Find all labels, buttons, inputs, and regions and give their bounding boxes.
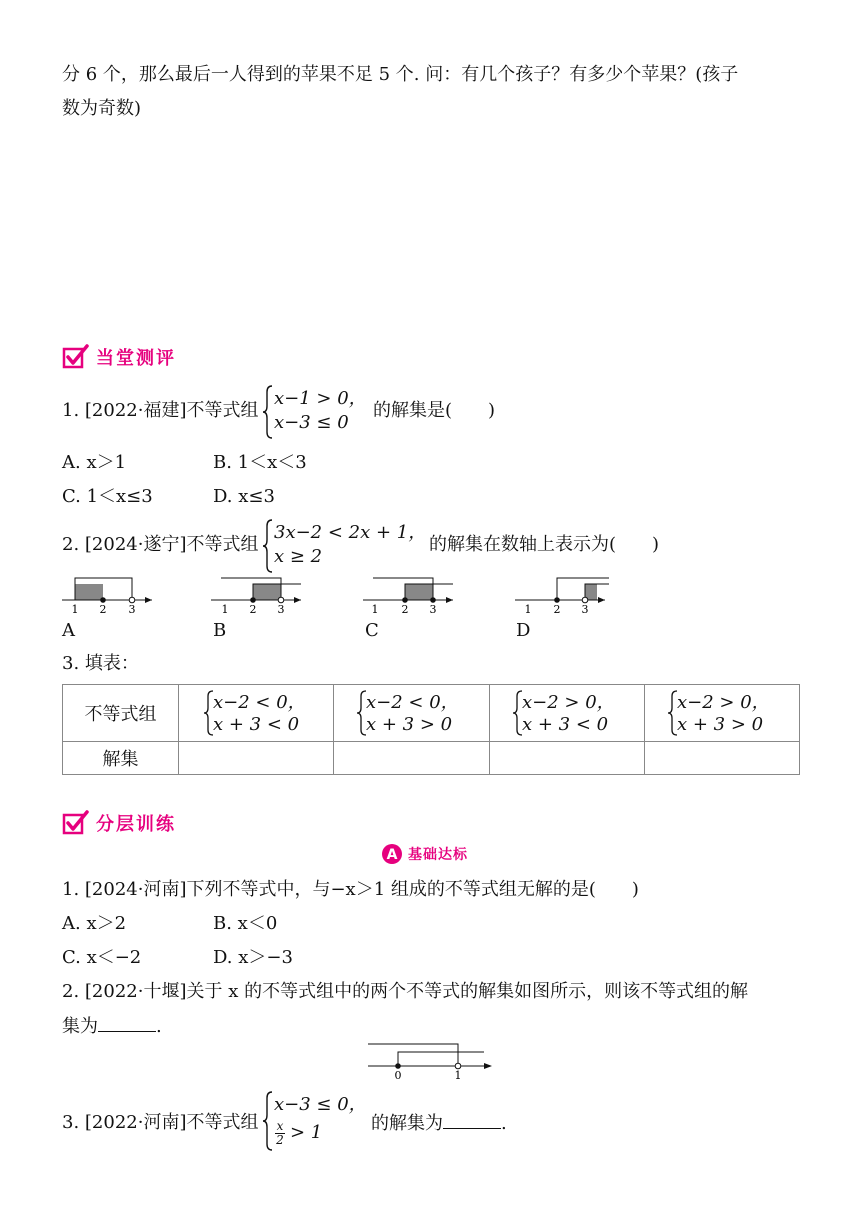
- tick-2: 2: [401, 603, 409, 616]
- brace-icon: [262, 518, 274, 574]
- q2-fig-label-c: C: [365, 620, 379, 641]
- tick-1: 1: [71, 603, 79, 616]
- table-answer-cell[interactable]: [179, 742, 334, 775]
- table-system-line: x + 3 < 0: [213, 714, 300, 735]
- tick-0: 0: [394, 1069, 402, 1080]
- tick-1: 1: [221, 603, 229, 616]
- brace-icon: [262, 384, 274, 440]
- number-line-c: [361, 574, 461, 616]
- tick-1: 1: [371, 603, 379, 616]
- section-title-2: 分层训练: [96, 814, 176, 835]
- tick-3: 3: [277, 603, 285, 616]
- section-title-1: 当堂测评: [96, 348, 176, 369]
- table-row: [63, 742, 800, 775]
- section-header-2: [62, 808, 176, 838]
- b3-system: [262, 1090, 367, 1154]
- tick-2: 2: [249, 603, 257, 616]
- b3-suffix-text: 的解集为: [371, 1113, 443, 1134]
- table-system-cell: [334, 685, 490, 742]
- table-system-line: x−2 > 0，: [522, 692, 615, 713]
- b1-option-d: D. x＞−3: [213, 947, 293, 968]
- q1-system-line-2: x−3 ≤ 0: [274, 412, 349, 433]
- b3-suffix: [371, 1108, 507, 1139]
- q1-option-c: C. 1＜x≤3: [62, 486, 153, 507]
- b3-fraction: [275, 1120, 285, 1147]
- b1-text: 1. [2024·河南]下列不等式中，与−x＞1 组成的不等式组无解的是( ): [62, 879, 639, 900]
- q3-table: [62, 684, 800, 775]
- table-row: [63, 685, 800, 742]
- tick-3: 3: [429, 603, 437, 616]
- table-system-line: x−2 > 0，: [677, 692, 770, 713]
- table-system-cell: [645, 685, 800, 742]
- b3-fraction-numerator: x: [276, 1119, 284, 1133]
- q3-label: 3. 填表：: [62, 653, 139, 674]
- number-line-a: [60, 574, 160, 616]
- b3-fraction-denominator: 2: [276, 1133, 284, 1147]
- table-header-cell: 不等式组: [63, 685, 179, 742]
- table-answer-cell[interactable]: [334, 742, 490, 775]
- tick-3: 3: [581, 603, 589, 616]
- q1-system: [262, 384, 372, 440]
- q2-prefix: 2. [2024·遂宁]不等式组: [62, 534, 259, 555]
- q1-option-a: A. x＞1: [62, 452, 127, 473]
- q2-fig-label-b: B: [213, 620, 227, 641]
- b2-line-2-prefix: 集为: [62, 1016, 98, 1037]
- b3-suffix-end: .: [501, 1113, 507, 1134]
- table-system-line: x−2 < 0，: [366, 692, 459, 713]
- table-system-cell: [179, 685, 334, 742]
- b2-line-2-suffix: .: [156, 1016, 162, 1037]
- brace-icon: [262, 1090, 274, 1152]
- level-badge: [381, 843, 468, 865]
- intro-line-1: 分 6 个，那么最后一人得到的苹果不足 5 个. 问：有几个孩子？有多少个苹果？(孩子: [62, 64, 739, 85]
- intro-line-2: 数为奇数): [62, 98, 142, 119]
- table-system-cell: [490, 685, 645, 742]
- q2-system-line-1: 3x−2 < 2x + 1，: [274, 522, 427, 543]
- answer-blank[interactable]: [443, 1108, 501, 1129]
- section-header-1: [62, 342, 176, 372]
- number-line-b: [209, 574, 309, 616]
- table-system-line: x + 3 < 0: [522, 714, 609, 735]
- tick-1: 1: [454, 1069, 462, 1080]
- tick-3: 3: [128, 603, 136, 616]
- table-system-line: x + 3 > 0: [677, 714, 764, 735]
- b3-system-line-2: > 1: [290, 1122, 323, 1143]
- check-box-icon: [62, 810, 90, 836]
- level-letter: A: [386, 847, 398, 863]
- q1-system-line-1: x−1 > 0，: [274, 388, 367, 409]
- check-box-icon: [62, 344, 90, 370]
- level-title: 基础达标: [408, 847, 468, 863]
- answer-blank[interactable]: [98, 1011, 156, 1032]
- q1-suffix: 的解集是( ): [373, 400, 496, 421]
- q1-option-b: B. 1＜x＜3: [213, 452, 307, 473]
- q2-system-line-2: x ≥ 2: [274, 546, 323, 567]
- b3-system-line-1: x−3 ≤ 0，: [274, 1094, 367, 1115]
- b1-option-b: B. x＜0: [213, 913, 278, 934]
- q2-system: [262, 518, 432, 574]
- b2-line-2: [62, 1011, 162, 1042]
- level-a-badge-icon: [381, 843, 403, 865]
- q1-prefix: 1. [2022·福建]不等式组: [62, 400, 259, 421]
- q1-option-d: D. x≤3: [213, 486, 275, 507]
- table-system-line: x + 3 > 0: [366, 714, 453, 735]
- q2-fig-label-d: D: [516, 620, 531, 641]
- number-line-d: [513, 574, 613, 616]
- tick-1: 1: [524, 603, 532, 616]
- q2-suffix: 的解集在数轴上表示为( ): [429, 534, 660, 555]
- b2-line-1: 2. [2022·十堰]关于 x 的不等式组中的两个不等式的解集如图所示，则该不等式组的解: [62, 981, 749, 1002]
- table-solution-label: 解集: [63, 742, 179, 775]
- tick-2: 2: [553, 603, 561, 616]
- q2-fig-label-a: A: [62, 620, 75, 641]
- table-system-line: x−2 < 0，: [213, 692, 306, 713]
- tick-2: 2: [99, 603, 107, 616]
- table-answer-cell[interactable]: [490, 742, 645, 775]
- b3-prefix: 3. [2022·河南]不等式组: [62, 1112, 259, 1133]
- b1-option-a: A. x＞2: [62, 913, 127, 934]
- table-answer-cell[interactable]: [645, 742, 800, 775]
- b1-option-c: C. x＜−2: [62, 947, 142, 968]
- number-line-b2: [366, 1040, 496, 1080]
